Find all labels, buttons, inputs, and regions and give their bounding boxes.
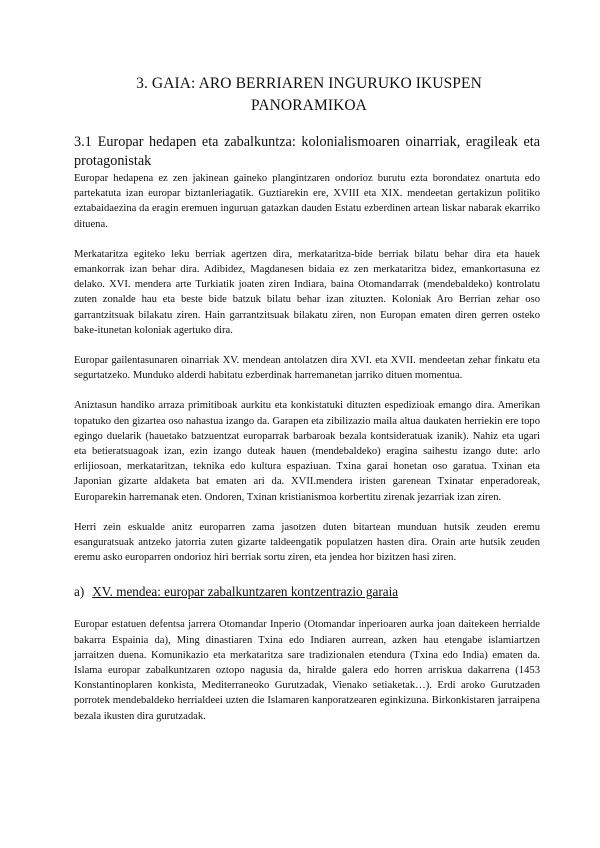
subsection-title: XV. mendea: europar zabalkuntzaren kontzentrazio garaia (92, 584, 399, 600)
subsection-letter: a) (74, 584, 85, 600)
subsection-heading (74, 583, 540, 601)
paragraph-4: Aniztasun handiko arraza primitiboak aurkitu eta konkistatuki dituzten espedizioak emango dira. Amerikan topatuko den gizartea oso nahastua izango da. Garapen eta zibilizazio maila altua daukaten herriekin ere topo egingo duelarik (hauetako batzuentzat europarrak barbaroak bezala kontsideratuak izanik). Nahiz eta ugari eta betieratsuagoak izan, ezin izango duteak hauen (mendebaldeko) eragina saihestu izango dute: arlo erlijiosoan, merkataritzan, teknika edo kultura espaziuan. Txina garai honetan oso garatua. Txinan eta Japonian gizarte aldaketa bat ematen ari da. XVII.mendera iristen garenean Txinatar enperadoreak, Europarekin harremanak eten. Ondoren, Txinan kristianismoa korbertitu zirenak jezarriak izan ziren. (74, 400, 540, 503)
section-heading (74, 133, 540, 171)
title-line-1: 3. GAIA: ARO BERRIAREN INGURUKO IKUSPEN (136, 75, 482, 92)
section-title: Europar hedapen eta zabalkuntza: kolonialismoaren oinarriak, eragileak eta protagonistak (74, 134, 540, 169)
subsection-paragraph-1: Europar estatuen defentsa jarrera Otomandar Inperio (Otomandar inperioaren aurka joan daitekeen herrialde bakarra Espainia da), Ming dinastiaren Txina edo Indiaren aurrean, azken hau etengabe islamiartzen jarraitzen duena. Komunikazio eta merkataritza sare tradizionalen etendura (Txina edo India) ematen da. Islama europar zabalkuntzaren oztopo nagusia da, hiralde galera edo horren arriskua dakarrena (1453 Konstantinoplaren konkista, Mediterraneoko Gurutzadak, Vienako setiaketak…). Erdi aroko Gurutzaden porrotek mendebaldeko herrialdeei uzten die Islamaren kanporatzearen eginkizuna. Birkonkistaren jarraipena bezala ikusten dira gurutzadak. (74, 619, 540, 722)
paragraph-3: Europar gailentasunaren oinarriak XV. mendean antolatzen dira XVI. eta XVII. mendeetan zehar finkatu eta segurtatzeko. Munduko alderdi habitatu ezberdinak harremanetan jarriko dituen momentua. (74, 355, 540, 382)
paragraph-5: Herri zein eskualde anitz europarren zama jasotzen duten bitartean munduan hutsik zeuden eremu esanguratsuak antzeko jatorria zuten gizarte taldeengatik populatzen hasten dira. Orain arte hutsik zeuden eremu asko europarren ondorioz hiri berriak sortu ziren, eta jendea hor bizitzen hasi ziren. (74, 521, 540, 564)
section-number: 3.1 (74, 134, 92, 150)
paragraph-1: Europar hedapena ez zen jakinean gaineko plangintzaren ondorioz burutu ezta borondatez onartuta edo partekatuta izan europar biztanleriagatik. Guztiarekin ere, XVIII eta XIX. mendeetan gertakizun politiko eztabaidaezina da eragin eremuen inguruan gatazkan dauden Estatu ezberdinen artean liskar nabarak ekarriko dituena. (74, 173, 540, 230)
title-line-2: PANORAMIKOA (251, 97, 367, 114)
paragraph-2: Merkataritza egiteko leku berriak agertzen dira, merkataritza-bide berriak bilatu behar dira eta hauek emankorrak izan behar dira. Adibidez, Magdanesen bidaia ez zen merkataritza bidez, emankortasuna ez delako. XVI. mendera arte Turkiatik joaten ziren Indiara, baina Otomandarrak (mendebaldeko) kontrolatu zuten zonalde hau eta beste bide batzuk bilatu behar izan zituzten. Koloniak Aro Berrian zehar oso garrantzitsuak bilakatu ziren. Hain garrantzitsuak bilakatu ziren, non Europan ematen diren gerren osteko bake-itunetan koloniak agertuko dira. (74, 248, 540, 336)
page-title (78, 73, 540, 117)
